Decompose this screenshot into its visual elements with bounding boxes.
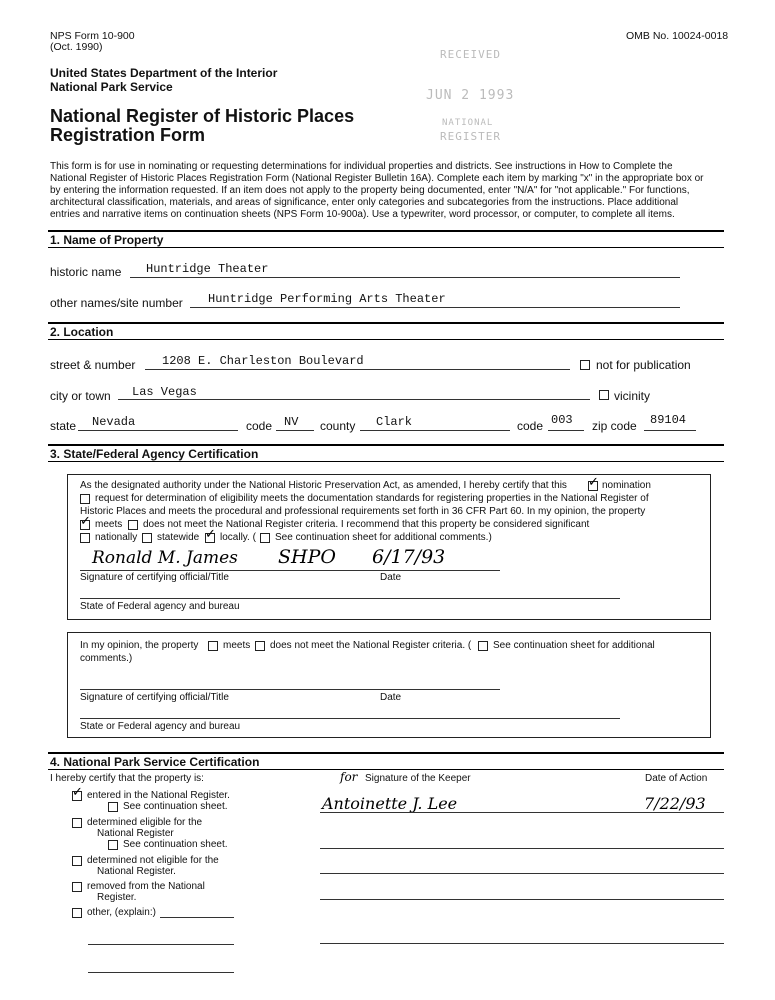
entered-continuation-label: See continuation sheet. <box>123 801 228 812</box>
section-divider <box>48 247 724 248</box>
signature-label: Signature of certifying official/Title <box>80 572 229 583</box>
eligible-continuation-label: See continuation sheet. <box>123 839 228 850</box>
intro-line-3: by entering the information requested. If an item does not apply to the property being documented, enter "N/A" for "not applicable." For functions, <box>50 185 690 196</box>
opinion-meets-checkbox[interactable] <box>208 641 218 651</box>
section-divider <box>48 339 724 340</box>
determined-not-eligible-label-2: National Register. <box>97 866 176 877</box>
not-for-publication-label: not for publication <box>596 358 691 372</box>
vicinity-label: vicinity <box>614 389 651 403</box>
other-checkbox[interactable] <box>72 908 82 918</box>
historic-name-label: historic name <box>50 265 122 279</box>
service-name: National Park Service <box>50 80 173 94</box>
city-underline <box>118 399 590 400</box>
statewide-checkbox[interactable] <box>142 533 152 543</box>
nationally-checkbox[interactable] <box>80 533 90 543</box>
county-underline <box>360 430 510 431</box>
historic-name-value[interactable]: Huntridge Theater <box>146 262 269 276</box>
form-date: (Oct. 1990) <box>50 41 103 53</box>
nationally-label: nationally <box>95 532 138 543</box>
received-stamp: RECEIVED <box>440 48 501 61</box>
nomination-checkbox[interactable] <box>588 481 598 491</box>
opinion-does-not-meet-checkbox[interactable] <box>255 641 265 651</box>
section-divider <box>48 230 724 232</box>
cert-text-line2: request for determination of eligibility meets the documentation standards for registering properties in the National Register of <box>95 493 649 504</box>
opinion-text-d: comments.) <box>80 653 133 664</box>
cert-text-line4: does not meet the National Register criteria. I recommend that this property be considered significant <box>143 519 590 530</box>
state-code-value[interactable]: NV <box>284 415 299 429</box>
historic-name-underline <box>130 277 680 278</box>
other-label: other, (explain:) <box>87 907 156 918</box>
form-title-line1: National Register of Historic Places <box>50 106 355 126</box>
signature-underline <box>80 570 500 571</box>
determined-eligible-label: determined eligible for the <box>87 817 203 828</box>
street-underline <box>145 369 570 370</box>
received-stamp-line4: REGISTER <box>440 130 501 143</box>
eligible-continuation-checkbox[interactable] <box>108 840 118 850</box>
street-label: street & number <box>50 358 136 372</box>
statewide-label: statewide <box>157 532 200 543</box>
agency-label: State of Federal agency and bureau <box>80 601 240 612</box>
section-divider <box>48 322 724 324</box>
section-divider <box>48 444 724 446</box>
opinion-text-b: does not meet the National Register criteria. ( <box>270 640 472 651</box>
date-of-action[interactable]: 7/22/93 <box>644 794 706 813</box>
omb-number: OMB No. 10024-0018 <box>626 30 729 42</box>
county-code-value[interactable]: 003 <box>551 413 573 427</box>
certifying-signature[interactable]: Ronald M. James <box>92 548 238 568</box>
opinion-continuation-checkbox[interactable] <box>478 641 488 651</box>
other-explain-line-2[interactable] <box>88 944 234 945</box>
date2-label: Date <box>380 692 402 703</box>
determined-eligible-checkbox[interactable] <box>72 818 82 828</box>
locally-checkbox[interactable] <box>205 533 215 543</box>
certifying-date[interactable]: 6/17/93 <box>372 546 446 568</box>
section-divider <box>48 752 724 754</box>
opinion-text-a: In my opinion, the property <box>80 640 199 651</box>
agency-underline <box>80 598 620 599</box>
not-for-publication-checkbox[interactable] <box>580 360 590 370</box>
locally-label: locally. ( <box>220 532 256 543</box>
other-explain-line-3[interactable] <box>88 972 234 973</box>
received-stamp-line3: NATIONAL <box>442 118 494 128</box>
section4-heading: 4. National Park Service Certification <box>50 755 260 769</box>
intro-line-4: architectural classification, materials, and areas of significance, enter only categories and subcategories from the instructions. Place additional <box>50 197 679 208</box>
determined-not-eligible-checkbox[interactable] <box>72 856 82 866</box>
keeper-line-3 <box>320 873 724 874</box>
keeper-line-4 <box>320 899 724 900</box>
section2-heading: 2. Location <box>50 325 114 339</box>
county-value[interactable]: Clark <box>376 415 413 429</box>
meets-checkbox[interactable] <box>80 520 90 530</box>
section-divider <box>48 461 724 462</box>
section3-heading: 3. State/Federal Agency Certification <box>50 447 259 461</box>
zip-label: zip code <box>592 419 637 433</box>
vicinity-checkbox[interactable] <box>599 390 609 400</box>
keeper-signature[interactable]: Antoinette J. Lee <box>322 794 458 813</box>
state-code-underline <box>276 430 314 431</box>
keeper-signature-label: Signature of the Keeper <box>365 773 471 784</box>
certifying-title[interactable]: SHPO <box>278 546 336 568</box>
keeper-line-1 <box>320 812 724 813</box>
section1-heading: 1. Name of Property <box>50 233 164 247</box>
does-not-meet-checkbox[interactable] <box>128 520 138 530</box>
received-stamp-date: JUN 2 1993 <box>426 88 515 103</box>
entered-continuation-checkbox[interactable] <box>108 802 118 812</box>
other-names-underline <box>190 307 680 308</box>
section-divider <box>48 769 724 770</box>
continuation-sheet-checkbox[interactable] <box>260 533 270 543</box>
agency2-label: State or Federal agency and bureau <box>80 721 241 732</box>
city-value[interactable]: Las Vegas <box>132 385 197 399</box>
determined-eligible-label-2: National Register <box>97 828 174 839</box>
removed-label-2: Register. <box>97 892 137 903</box>
continuation-sheet-label: See continuation sheet for additional comments.) <box>275 532 492 543</box>
removed-checkbox[interactable] <box>72 882 82 892</box>
entered-label: entered in the National Register. <box>87 790 230 801</box>
intro-line-2: National Register of Historic Places Registration Form (National Register Bulletin 16A). Complete each item by marking "x" in the appropriate box or <box>50 173 704 184</box>
state-value[interactable]: Nevada <box>92 415 136 429</box>
other-explain-line[interactable] <box>160 917 234 918</box>
form-number: NPS Form 10-900 <box>50 30 135 42</box>
city-label: city or town <box>50 389 111 403</box>
department-name: United States Department of the Interior <box>50 66 278 80</box>
other-names-value[interactable]: Huntridge Performing Arts Theater <box>208 292 446 306</box>
date-label: Date <box>380 572 402 583</box>
entered-checkbox[interactable] <box>72 791 82 801</box>
agency2-underline <box>80 718 620 719</box>
intro-line-5: entries and narrative items on continuation sheets (NPS Form 10-900a). Use a typewriter, word processor, or computer, to complete all items. <box>50 209 675 220</box>
intro-line-1: This form is for use in nominating or requesting determinations for individual properties and districts. See instructions in How to Complete the <box>50 161 673 172</box>
date-of-action-label: Date of Action <box>645 773 708 784</box>
zip-value[interactable]: 89104 <box>650 413 687 427</box>
county-label: county <box>320 419 356 433</box>
opinion-meets-label: meets <box>223 640 251 651</box>
opinion-text-c: See continuation sheet for additional <box>493 640 655 651</box>
county-code-label: code <box>517 419 544 433</box>
state-underline <box>78 430 238 431</box>
keeper-line-5 <box>320 943 724 944</box>
meets-label: meets <box>95 519 123 530</box>
keeper-line-2 <box>320 848 724 849</box>
removed-label: removed from the National <box>87 881 205 892</box>
street-value[interactable]: 1208 E. Charleston Boulevard <box>162 354 364 368</box>
nomination-label: nomination <box>602 480 651 491</box>
form-title-line2: Registration Form <box>50 125 206 145</box>
determination-request-checkbox[interactable] <box>80 494 90 504</box>
determined-not-eligible-label: determined not eligible for the <box>87 855 219 866</box>
cert-text-line1: As the designated authority under the National Historic Preservation Act, as amended, I hereby certify that this <box>80 480 567 491</box>
keeper-certify-text: I hereby certify that the property is: <box>50 773 204 784</box>
state-label: state <box>50 419 77 433</box>
signature2-label: Signature of certifying official/Title <box>80 692 229 703</box>
cert-text-line3: Historic Places and meets the procedural and professional requirements set forth in 36 CFR Part 60. In my opinion, the property <box>80 506 646 517</box>
state-code-label: code <box>246 419 273 433</box>
other-names-label: other names/site number <box>50 296 183 310</box>
zip-underline <box>644 430 696 431</box>
signature2-underline <box>80 689 500 690</box>
county-code-underline <box>548 430 584 431</box>
for-note: for <box>340 770 358 784</box>
